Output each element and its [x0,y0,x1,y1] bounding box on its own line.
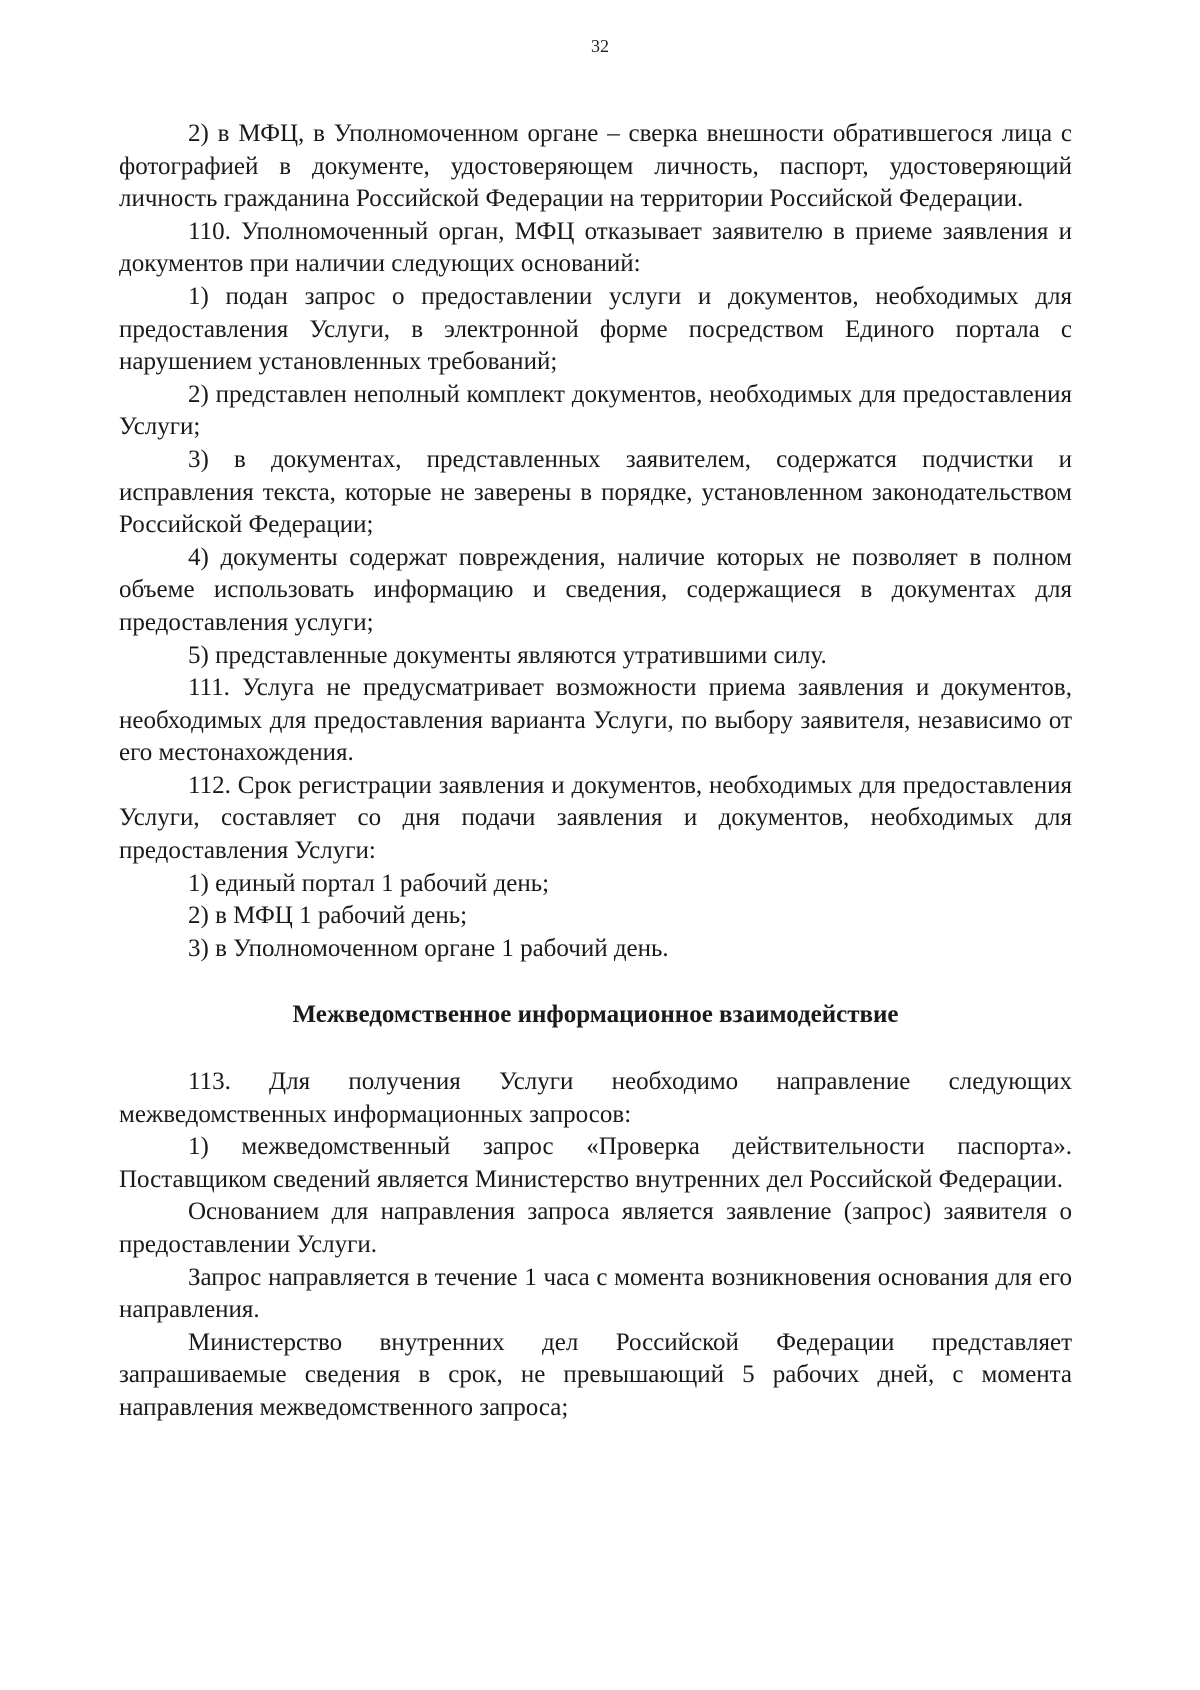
paragraph-request-basis: Основанием для направления запроса является заявление (запрос) заявителя о предоставлении Услуги. [119,1198,1072,1258]
document-body [119,118,1072,1425]
paragraph-112-item-3: 3) в Уполномоченном органе 1 рабочий день. [188,934,669,962]
paragraph-110-item-3: 3) в документах, представленных заявителем, содержатся подчистки и исправления текста, которые не заверены в порядке, установленном законодательством Российской Федерации; [119,445,1072,539]
paragraph-113-item-1: 1) межведомственный запрос «Проверка действительности паспорта». Поставщиком сведений является Министерство внутренних дел Российской Федерации. [119,1133,1072,1193]
paragraph-110-item-2: 2) представлен неполный комплект документов, необходимых для предоставления Услуги; [119,380,1072,441]
section-heading: Межведомственное информационное взаимодействие [292,1001,899,1029]
paragraph-110-item-1: 1) подан запрос о предоставлении услуги и документов, необходимых для предоставления Услуги, в электронной форме посредством Единого портала с нарушением установленных требований; [119,282,1072,376]
paragraph-111: 111. Услуга не предусматривает возможности приема заявления и документов, необходимых для предоставления варианта Услуги, по выбору заявителя, независимо от его местонахождения. [119,674,1072,767]
page-number: 32 [591,36,609,56]
paragraph-113: 113. Для получения Услуги необходимо направление следующих межведомственных информационных запросов: [119,1068,1072,1128]
paragraph-identity-check: 2) в МФЦ, в Уполномоченном органе – сверка внешности обратившегося лица с фотографией в документе, удостоверяющем личность, паспорт, удостоверяющий личность гражданина Российской Федерации на территории Российской Федерации. [119,120,1072,213]
paragraph-112: 112. Срок регистрации заявления и документов, необходимых для предоставления Услуги, составляет со дня подачи заявления и документов, необходимых для предоставления Услуги: [119,771,1072,865]
paragraph-110-item-5: 5) представленные документы являются утратившими силу. [188,641,827,669]
paragraph-110-item-4: 4) документы содержат повреждения, наличие которых не позволяет в полном объеме использовать информацию и сведения, содержащиеся в документах для предоставления услуги; [119,543,1072,636]
paragraph-112-item-1: 1) единый портал 1 рабочий день; [188,869,550,897]
paragraph-request-timing: Запрос направляется в течение 1 часа с момента возникновения основания для его направления. [119,1263,1072,1324]
paragraph-response-deadline: Министерство внутренних дел Российской Федерации представляет запрашиваемые сведения в срок, не превышающий 5 рабочих дней, с момента направления межведомственного запроса; [119,1328,1072,1421]
paragraph-110: 110. Уполномоченный орган, МФЦ отказывает заявителю в приеме заявления и документов при наличии следующих оснований: [119,217,1072,278]
paragraph-112-item-2: 2) в МФЦ 1 рабочий день; [188,902,468,930]
